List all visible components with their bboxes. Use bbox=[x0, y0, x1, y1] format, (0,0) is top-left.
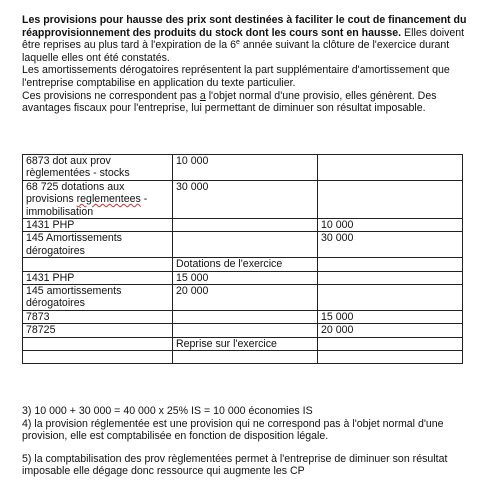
table-row bbox=[23, 155, 463, 181]
intro-line-6: l'entreprise comptabilise en application du texte particulier. bbox=[22, 76, 296, 89]
credit-cell bbox=[318, 285, 463, 311]
intro-line-5: Les amortissements dérogatoires représentent la part supplémentaire d'amortissement que bbox=[22, 64, 450, 77]
intro-line-4: laquelle elles ont été constatés. bbox=[22, 51, 170, 64]
intro-paragraph bbox=[22, 14, 470, 115]
account-cell: 1431 PHP bbox=[23, 219, 173, 232]
section-label-cell: Reprise sur l'exercice bbox=[173, 337, 318, 350]
account-cell bbox=[23, 258, 173, 271]
account-line: 6873 dot aux prov bbox=[26, 155, 111, 167]
account-cell bbox=[23, 180, 173, 218]
answer-4-line-1: 4) la provision réglementée est une provision qui ne correspond pas à l'objet normal d'une bbox=[22, 417, 444, 430]
table-row bbox=[23, 180, 463, 218]
answers-section bbox=[22, 405, 477, 478]
intro-line-3-b: année suivant la clôture de l'exercice durant bbox=[239, 39, 450, 52]
account-line: dérogatoires bbox=[26, 244, 85, 257]
intro-line-3-sup: e bbox=[236, 39, 240, 47]
table-row bbox=[23, 232, 463, 258]
intro-line-8: avantages fiscaux pour l'entreprise, lui permettant de diminuer son résultat imposable. bbox=[22, 102, 426, 115]
intro-line-1: Les provisions pour hausse des prix sont destinées à faciliter le cout de financement du bbox=[22, 14, 467, 26]
intro-line-2-bold: réapprovisionnement des produits du stock dont les cours sont en hausse. bbox=[22, 26, 402, 39]
table-row bbox=[23, 219, 463, 232]
account-cell bbox=[23, 285, 173, 311]
section-label-cell: Dotations de l'exercice bbox=[173, 258, 318, 271]
account-cell bbox=[23, 155, 173, 181]
misspelled-word: reglementees bbox=[76, 193, 141, 206]
account-line: règlementées - stocks bbox=[26, 167, 130, 180]
debit-cell bbox=[173, 310, 318, 323]
account-cell: 7873 bbox=[23, 310, 173, 323]
intro-line-7-a: Ces provisions ne correspondent pas bbox=[22, 89, 200, 102]
account-cell: 78725 bbox=[23, 324, 173, 337]
account-line: 145 amortissements bbox=[26, 285, 122, 298]
answer-4-line-2: provision, elle est comptabilisée en fonction de disposition légale. bbox=[22, 430, 329, 443]
debit-cell bbox=[173, 324, 318, 337]
answer-5-line-1: 5) la comptabilisation des prov règlementées permet à l'entreprise de diminuer son résultat bbox=[22, 452, 448, 465]
intro-line-2-rest: Elles doivent bbox=[401, 26, 465, 39]
debit-cell: 20 000 bbox=[173, 285, 318, 311]
account-text: provisions bbox=[26, 193, 77, 206]
credit-cell: 20 000 bbox=[318, 324, 463, 337]
table-row bbox=[23, 324, 463, 337]
credit-cell bbox=[318, 271, 463, 284]
intro-line-7-b: l'objet normal d'une provisio, elles génèrent. Des bbox=[205, 89, 437, 102]
table-row bbox=[23, 285, 463, 311]
account-line: 68 725 dotations aux bbox=[26, 180, 125, 193]
credit-cell: 10 000 bbox=[318, 219, 463, 232]
table-row bbox=[23, 351, 463, 364]
answer-5-line-2: imposable elle dégage donc ressource qui augmente les CP bbox=[22, 465, 305, 478]
intro-line-3 bbox=[22, 39, 470, 52]
account-cell bbox=[23, 351, 173, 364]
account-text: - bbox=[140, 193, 148, 206]
debit-cell bbox=[173, 232, 318, 258]
credit-cell bbox=[318, 337, 463, 350]
credit-cell bbox=[318, 155, 463, 181]
table-row bbox=[23, 337, 463, 350]
answer-3: 3) 10 000 + 30 000 = 40 000 x 25% IS = 10 000 économies IS bbox=[22, 405, 313, 417]
account-cell bbox=[23, 337, 173, 350]
account-cell: 1431 PHP bbox=[23, 271, 173, 284]
debit-cell: 15 000 bbox=[173, 271, 318, 284]
intro-line-7 bbox=[22, 90, 470, 103]
debit-cell: 30 000 bbox=[173, 180, 318, 218]
debit-cell: 10 000 bbox=[173, 155, 318, 181]
intro-line-7-underlined: a bbox=[199, 89, 206, 102]
intro-line-3-a: être reprises au plus tard à l'expiration de la 6 bbox=[22, 39, 237, 52]
account-line: dérogatoires bbox=[26, 297, 85, 310]
account-cell bbox=[23, 232, 173, 258]
account-line: 145 Amortissements bbox=[26, 232, 122, 245]
table-row bbox=[23, 258, 463, 271]
credit-cell: 15 000 bbox=[318, 310, 463, 323]
spacer bbox=[22, 443, 477, 453]
credit-cell bbox=[318, 351, 463, 364]
journal-table bbox=[22, 154, 463, 364]
debit-cell bbox=[173, 351, 318, 364]
credit-cell bbox=[318, 258, 463, 271]
table-row bbox=[23, 271, 463, 284]
intro-line-2 bbox=[22, 27, 470, 40]
debit-cell bbox=[173, 219, 318, 232]
credit-cell: 30 000 bbox=[318, 232, 463, 258]
account-line bbox=[26, 193, 169, 205]
credit-cell bbox=[318, 180, 463, 218]
table-row bbox=[23, 310, 463, 323]
account-line: immobilisation bbox=[26, 205, 94, 218]
